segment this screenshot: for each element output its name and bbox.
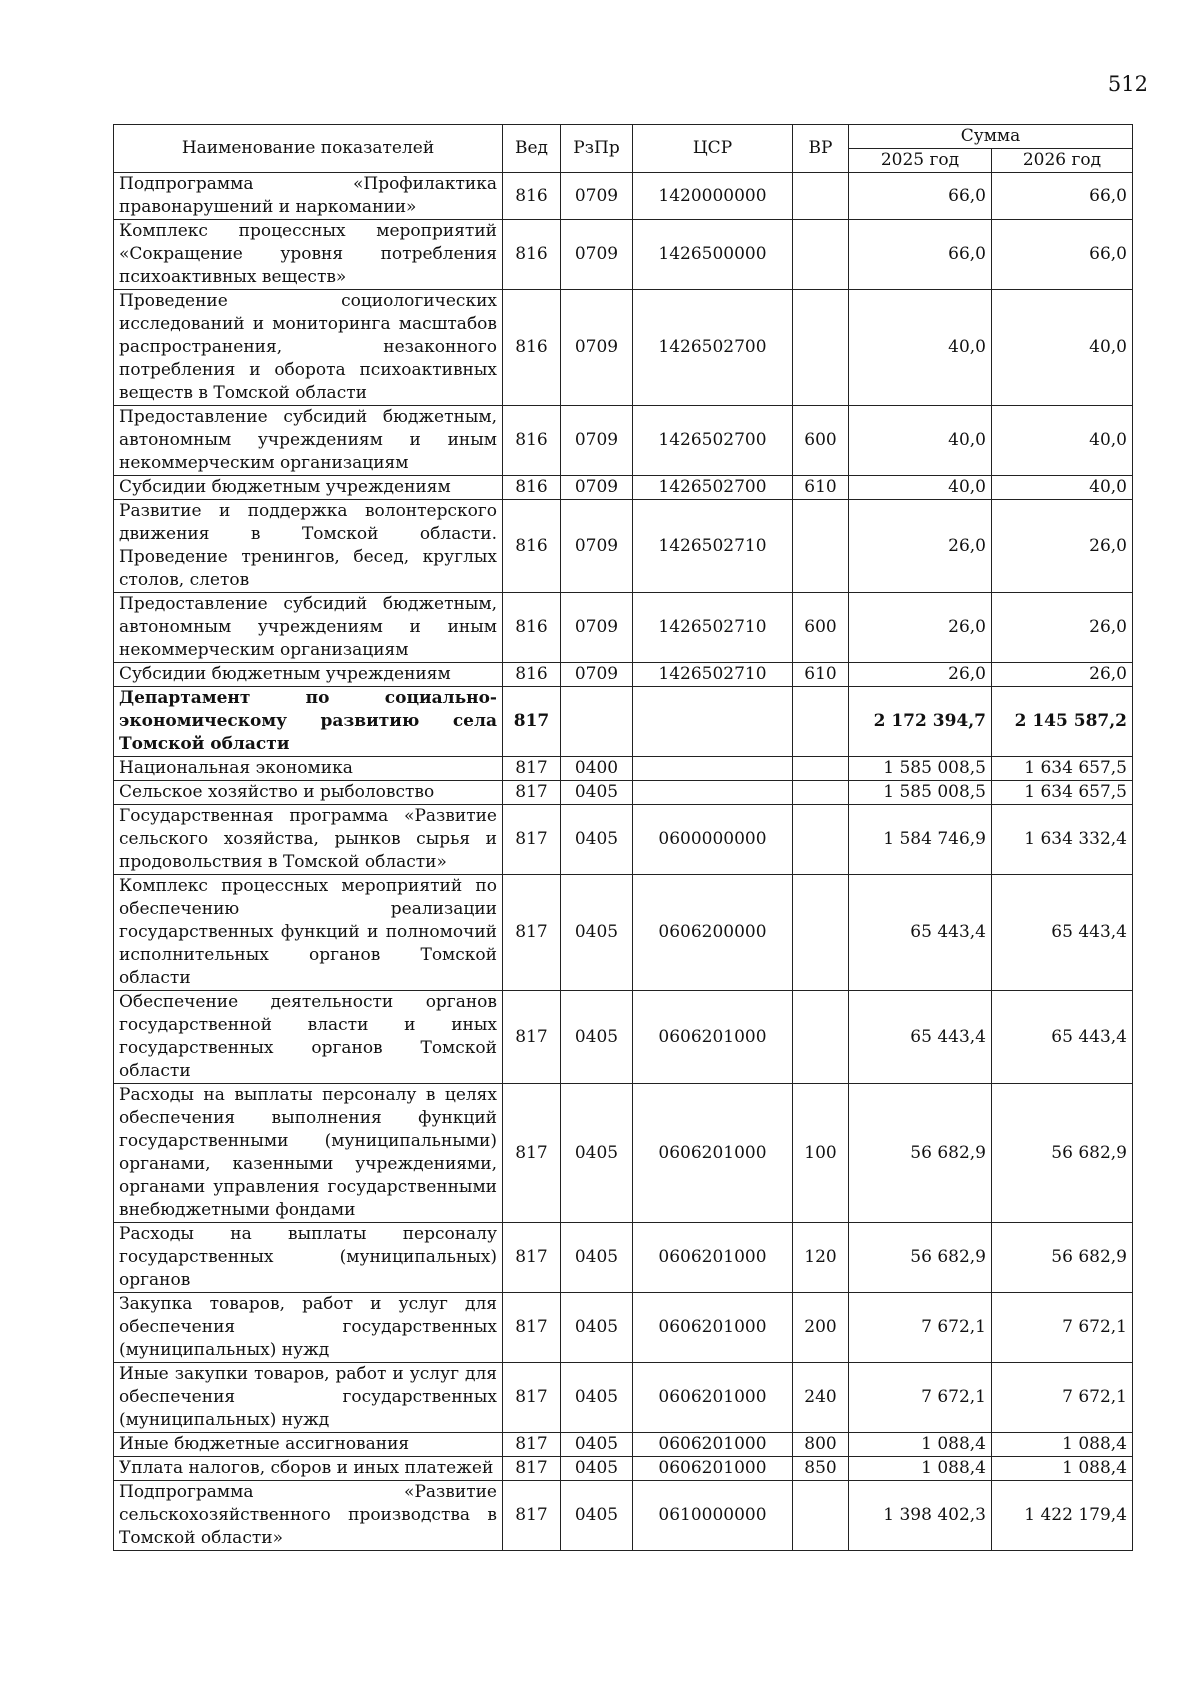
ved-cell: 816 — [503, 663, 561, 687]
sum-2026-cell: 1 088,4 — [992, 1457, 1133, 1481]
table-row — [114, 781, 1133, 805]
name-cell: Субсидии бюджетным учреждениям — [114, 663, 503, 687]
rzpr-cell: 0709 — [561, 500, 633, 593]
sum-2026-cell: 1 422 179,4 — [992, 1481, 1133, 1551]
table-row — [114, 1223, 1133, 1293]
sum-2025-cell: 1 585 008,5 — [849, 757, 992, 781]
rzpr-cell: 0405 — [561, 991, 633, 1084]
vr-cell — [793, 173, 849, 220]
ved-cell: 817 — [503, 991, 561, 1084]
rzpr-cell: 0709 — [561, 663, 633, 687]
sum-2025-cell: 56 682,9 — [849, 1223, 992, 1293]
rzpr-cell: 0405 — [561, 781, 633, 805]
csr-cell — [633, 781, 793, 805]
sum-2025-cell: 1 088,4 — [849, 1457, 992, 1481]
vr-cell — [793, 991, 849, 1084]
ved-cell: 816 — [503, 476, 561, 500]
rzpr-cell: 0709 — [561, 406, 633, 476]
sum-2025-cell: 26,0 — [849, 663, 992, 687]
csr-cell: 0606201000 — [633, 991, 793, 1084]
ved-cell: 816 — [503, 290, 561, 406]
name-cell: Предоставление субсидий бюджетным, автономным учреждениям и иным некоммерческим организациям — [114, 593, 503, 663]
vr-cell — [793, 781, 849, 805]
vr-cell: 200 — [793, 1293, 849, 1363]
ved-cell: 816 — [503, 406, 561, 476]
name-cell: Закупка товаров, работ и услуг для обеспечения государственных (муниципальных) нужд — [114, 1293, 503, 1363]
csr-cell: 1426500000 — [633, 220, 793, 290]
rzpr-cell — [561, 687, 633, 757]
sum-2026-cell: 1 634 657,5 — [992, 757, 1133, 781]
vr-cell — [793, 290, 849, 406]
header-sum: Сумма — [849, 125, 1133, 149]
sum-2025-cell: 1 088,4 — [849, 1433, 992, 1457]
sum-2026-cell: 66,0 — [992, 173, 1133, 220]
name-cell: Иные закупки товаров, работ и услуг для обеспечения государственных (муниципальных) нужд — [114, 1363, 503, 1433]
table-row — [114, 991, 1133, 1084]
ved-cell: 817 — [503, 1084, 561, 1223]
ved-cell: 817 — [503, 1363, 561, 1433]
name-cell: Подпрограмма «Развитие сельскохозяйственного производства в Томской области» — [114, 1481, 503, 1551]
csr-cell: 1426502700 — [633, 290, 793, 406]
vr-cell: 610 — [793, 663, 849, 687]
table-row — [114, 406, 1133, 476]
rzpr-cell: 0405 — [561, 1433, 633, 1457]
vr-cell: 240 — [793, 1363, 849, 1433]
sum-2026-cell: 1 634 332,4 — [992, 805, 1133, 875]
csr-cell: 1426502710 — [633, 663, 793, 687]
sum-2026-cell: 1 088,4 — [992, 1433, 1133, 1457]
table-row — [114, 220, 1133, 290]
name-cell: Предоставление субсидий бюджетным, автономным учреждениям и иным некоммерческим организациям — [114, 406, 503, 476]
sum-2025-cell: 7 672,1 — [849, 1363, 992, 1433]
sum-2025-cell: 40,0 — [849, 290, 992, 406]
vr-cell: 100 — [793, 1084, 849, 1223]
table-row — [114, 173, 1133, 220]
table-row — [114, 1363, 1133, 1433]
name-cell: Департамент по социально-экономическому развитию села Томской области — [114, 687, 503, 757]
vr-cell — [793, 757, 849, 781]
sum-2025-cell: 1 585 008,5 — [849, 781, 992, 805]
ved-cell: 817 — [503, 1481, 561, 1551]
sum-2025-cell: 65 443,4 — [849, 875, 992, 991]
csr-cell — [633, 757, 793, 781]
vr-cell — [793, 875, 849, 991]
ved-cell: 816 — [503, 500, 561, 593]
table-row — [114, 1293, 1133, 1363]
name-cell: Иные бюджетные ассигнования — [114, 1433, 503, 1457]
vr-cell — [793, 220, 849, 290]
header-vr: ВР — [793, 125, 849, 173]
ved-cell: 816 — [503, 593, 561, 663]
sum-2025-cell: 26,0 — [849, 500, 992, 593]
sum-2025-cell: 7 672,1 — [849, 1293, 992, 1363]
page-number: 512 — [1107, 72, 1148, 96]
name-cell: Уплата налогов, сборов и иных платежей — [114, 1457, 503, 1481]
vr-cell: 120 — [793, 1223, 849, 1293]
csr-cell: 1420000000 — [633, 173, 793, 220]
csr-cell: 1426502710 — [633, 500, 793, 593]
table-row — [114, 500, 1133, 593]
name-cell: Расходы на выплаты персоналу в целях обеспечения выполнения функций государственными (муниципальными) органами, казенными учреждениями, органами управления государственными внебюджетными фондами — [114, 1084, 503, 1223]
sum-2026-cell: 56 682,9 — [992, 1223, 1133, 1293]
csr-cell: 0606201000 — [633, 1223, 793, 1293]
sum-2026-cell: 7 672,1 — [992, 1293, 1133, 1363]
sum-2025-cell: 2 172 394,7 — [849, 687, 992, 757]
rzpr-cell: 0405 — [561, 1457, 633, 1481]
name-cell: Комплекс процессных мероприятий по обеспечению реализации государственных функций и полномочий исполнительных органов Томской области — [114, 875, 503, 991]
table-row — [114, 1457, 1133, 1481]
rzpr-cell: 0709 — [561, 173, 633, 220]
rzpr-cell: 0405 — [561, 1084, 633, 1223]
sum-2026-cell: 2 145 587,2 — [992, 687, 1133, 757]
rzpr-cell: 0709 — [561, 290, 633, 406]
vr-cell — [793, 500, 849, 593]
name-cell: Государственная программа «Развитие сельского хозяйства, рынков сырья и продовольствия в Томской области» — [114, 805, 503, 875]
vr-cell — [793, 687, 849, 757]
table-header — [114, 125, 1133, 173]
budget-table — [113, 124, 1133, 1551]
csr-cell: 1426502700 — [633, 476, 793, 500]
header-ved: Вед — [503, 125, 561, 173]
ved-cell: 817 — [503, 1433, 561, 1457]
ved-cell: 817 — [503, 781, 561, 805]
sum-2026-cell: 26,0 — [992, 593, 1133, 663]
sum-2025-cell: 65 443,4 — [849, 991, 992, 1084]
table-row — [114, 1481, 1133, 1551]
ved-cell: 816 — [503, 173, 561, 220]
ved-cell: 817 — [503, 1457, 561, 1481]
vr-cell: 800 — [793, 1433, 849, 1457]
sum-2025-cell: 1 398 402,3 — [849, 1481, 992, 1551]
ved-cell: 817 — [503, 875, 561, 991]
rzpr-cell: 0405 — [561, 1223, 633, 1293]
sum-2026-cell: 56 682,9 — [992, 1084, 1133, 1223]
sum-2026-cell: 26,0 — [992, 500, 1133, 593]
name-cell: Национальная экономика — [114, 757, 503, 781]
name-cell: Комплекс процессных мероприятий «Сокращение уровня потребления психоактивных веществ» — [114, 220, 503, 290]
csr-cell: 0606201000 — [633, 1084, 793, 1223]
rzpr-cell: 0709 — [561, 593, 633, 663]
rzpr-cell: 0405 — [561, 875, 633, 991]
sum-2026-cell: 40,0 — [992, 290, 1133, 406]
table-row — [114, 687, 1133, 757]
csr-cell: 1426502700 — [633, 406, 793, 476]
name-cell: Обеспечение деятельности органов государственной власти и иных государственных органов Томской области — [114, 991, 503, 1084]
ved-cell: 817 — [503, 1293, 561, 1363]
sum-2026-cell: 40,0 — [992, 476, 1133, 500]
csr-cell: 0600000000 — [633, 805, 793, 875]
name-cell: Сельское хозяйство и рыболовство — [114, 781, 503, 805]
header-rzpr: РзПр — [561, 125, 633, 173]
table-row — [114, 757, 1133, 781]
ved-cell: 816 — [503, 220, 561, 290]
sum-2025-cell: 26,0 — [849, 593, 992, 663]
ved-cell: 817 — [503, 687, 561, 757]
table-row — [114, 875, 1133, 991]
rzpr-cell: 0405 — [561, 1293, 633, 1363]
header-name: Наименование показателей — [114, 125, 503, 173]
csr-cell: 1426502710 — [633, 593, 793, 663]
csr-cell: 0606200000 — [633, 875, 793, 991]
table-row — [114, 805, 1133, 875]
table-row — [114, 290, 1133, 406]
table-row — [114, 476, 1133, 500]
sum-2026-cell: 1 634 657,5 — [992, 781, 1133, 805]
table-row — [114, 1433, 1133, 1457]
name-cell: Субсидии бюджетным учреждениям — [114, 476, 503, 500]
sum-2025-cell: 1 584 746,9 — [849, 805, 992, 875]
name-cell: Расходы на выплаты персоналу государственных (муниципальных) органов — [114, 1223, 503, 1293]
table-body — [114, 173, 1133, 1551]
table-row — [114, 593, 1133, 663]
vr-cell: 850 — [793, 1457, 849, 1481]
rzpr-cell: 0405 — [561, 805, 633, 875]
header-year-2025: 2025 год — [849, 149, 992, 173]
rzpr-cell: 0405 — [561, 1481, 633, 1551]
csr-cell: 0610000000 — [633, 1481, 793, 1551]
sum-2026-cell: 40,0 — [992, 406, 1133, 476]
csr-cell: 0606201000 — [633, 1363, 793, 1433]
ved-cell: 817 — [503, 757, 561, 781]
vr-cell — [793, 805, 849, 875]
sum-2025-cell: 40,0 — [849, 476, 992, 500]
rzpr-cell: 0400 — [561, 757, 633, 781]
csr-cell — [633, 687, 793, 757]
vr-cell — [793, 1481, 849, 1551]
rzpr-cell: 0709 — [561, 220, 633, 290]
csr-cell: 0606201000 — [633, 1457, 793, 1481]
sum-2026-cell: 26,0 — [992, 663, 1133, 687]
sum-2026-cell: 66,0 — [992, 220, 1133, 290]
csr-cell: 0606201000 — [633, 1433, 793, 1457]
table-row — [114, 663, 1133, 687]
sum-2026-cell: 7 672,1 — [992, 1363, 1133, 1433]
csr-cell: 0606201000 — [633, 1293, 793, 1363]
sum-2026-cell: 65 443,4 — [992, 991, 1133, 1084]
name-cell: Подпрограмма «Профилактика правонарушений и наркомании» — [114, 173, 503, 220]
ved-cell: 817 — [503, 1223, 561, 1293]
sum-2026-cell: 65 443,4 — [992, 875, 1133, 991]
vr-cell: 600 — [793, 406, 849, 476]
ved-cell: 817 — [503, 805, 561, 875]
header-year-2026: 2026 год — [992, 149, 1133, 173]
vr-cell: 600 — [793, 593, 849, 663]
sum-2025-cell: 66,0 — [849, 220, 992, 290]
sum-2025-cell: 66,0 — [849, 173, 992, 220]
header-csr: ЦСР — [633, 125, 793, 173]
name-cell: Развитие и поддержка волонтерского движения в Томской области. Проведение тренингов, бесед, круглых столов, слетов — [114, 500, 503, 593]
sum-2025-cell: 56 682,9 — [849, 1084, 992, 1223]
sum-2025-cell: 40,0 — [849, 406, 992, 476]
vr-cell: 610 — [793, 476, 849, 500]
rzpr-cell: 0709 — [561, 476, 633, 500]
rzpr-cell: 0405 — [561, 1363, 633, 1433]
name-cell: Проведение социологических исследований и мониторинга масштабов распространения, незаконного потребления и оборота психоактивных веществ в Томской области — [114, 290, 503, 406]
table-row — [114, 1084, 1133, 1223]
